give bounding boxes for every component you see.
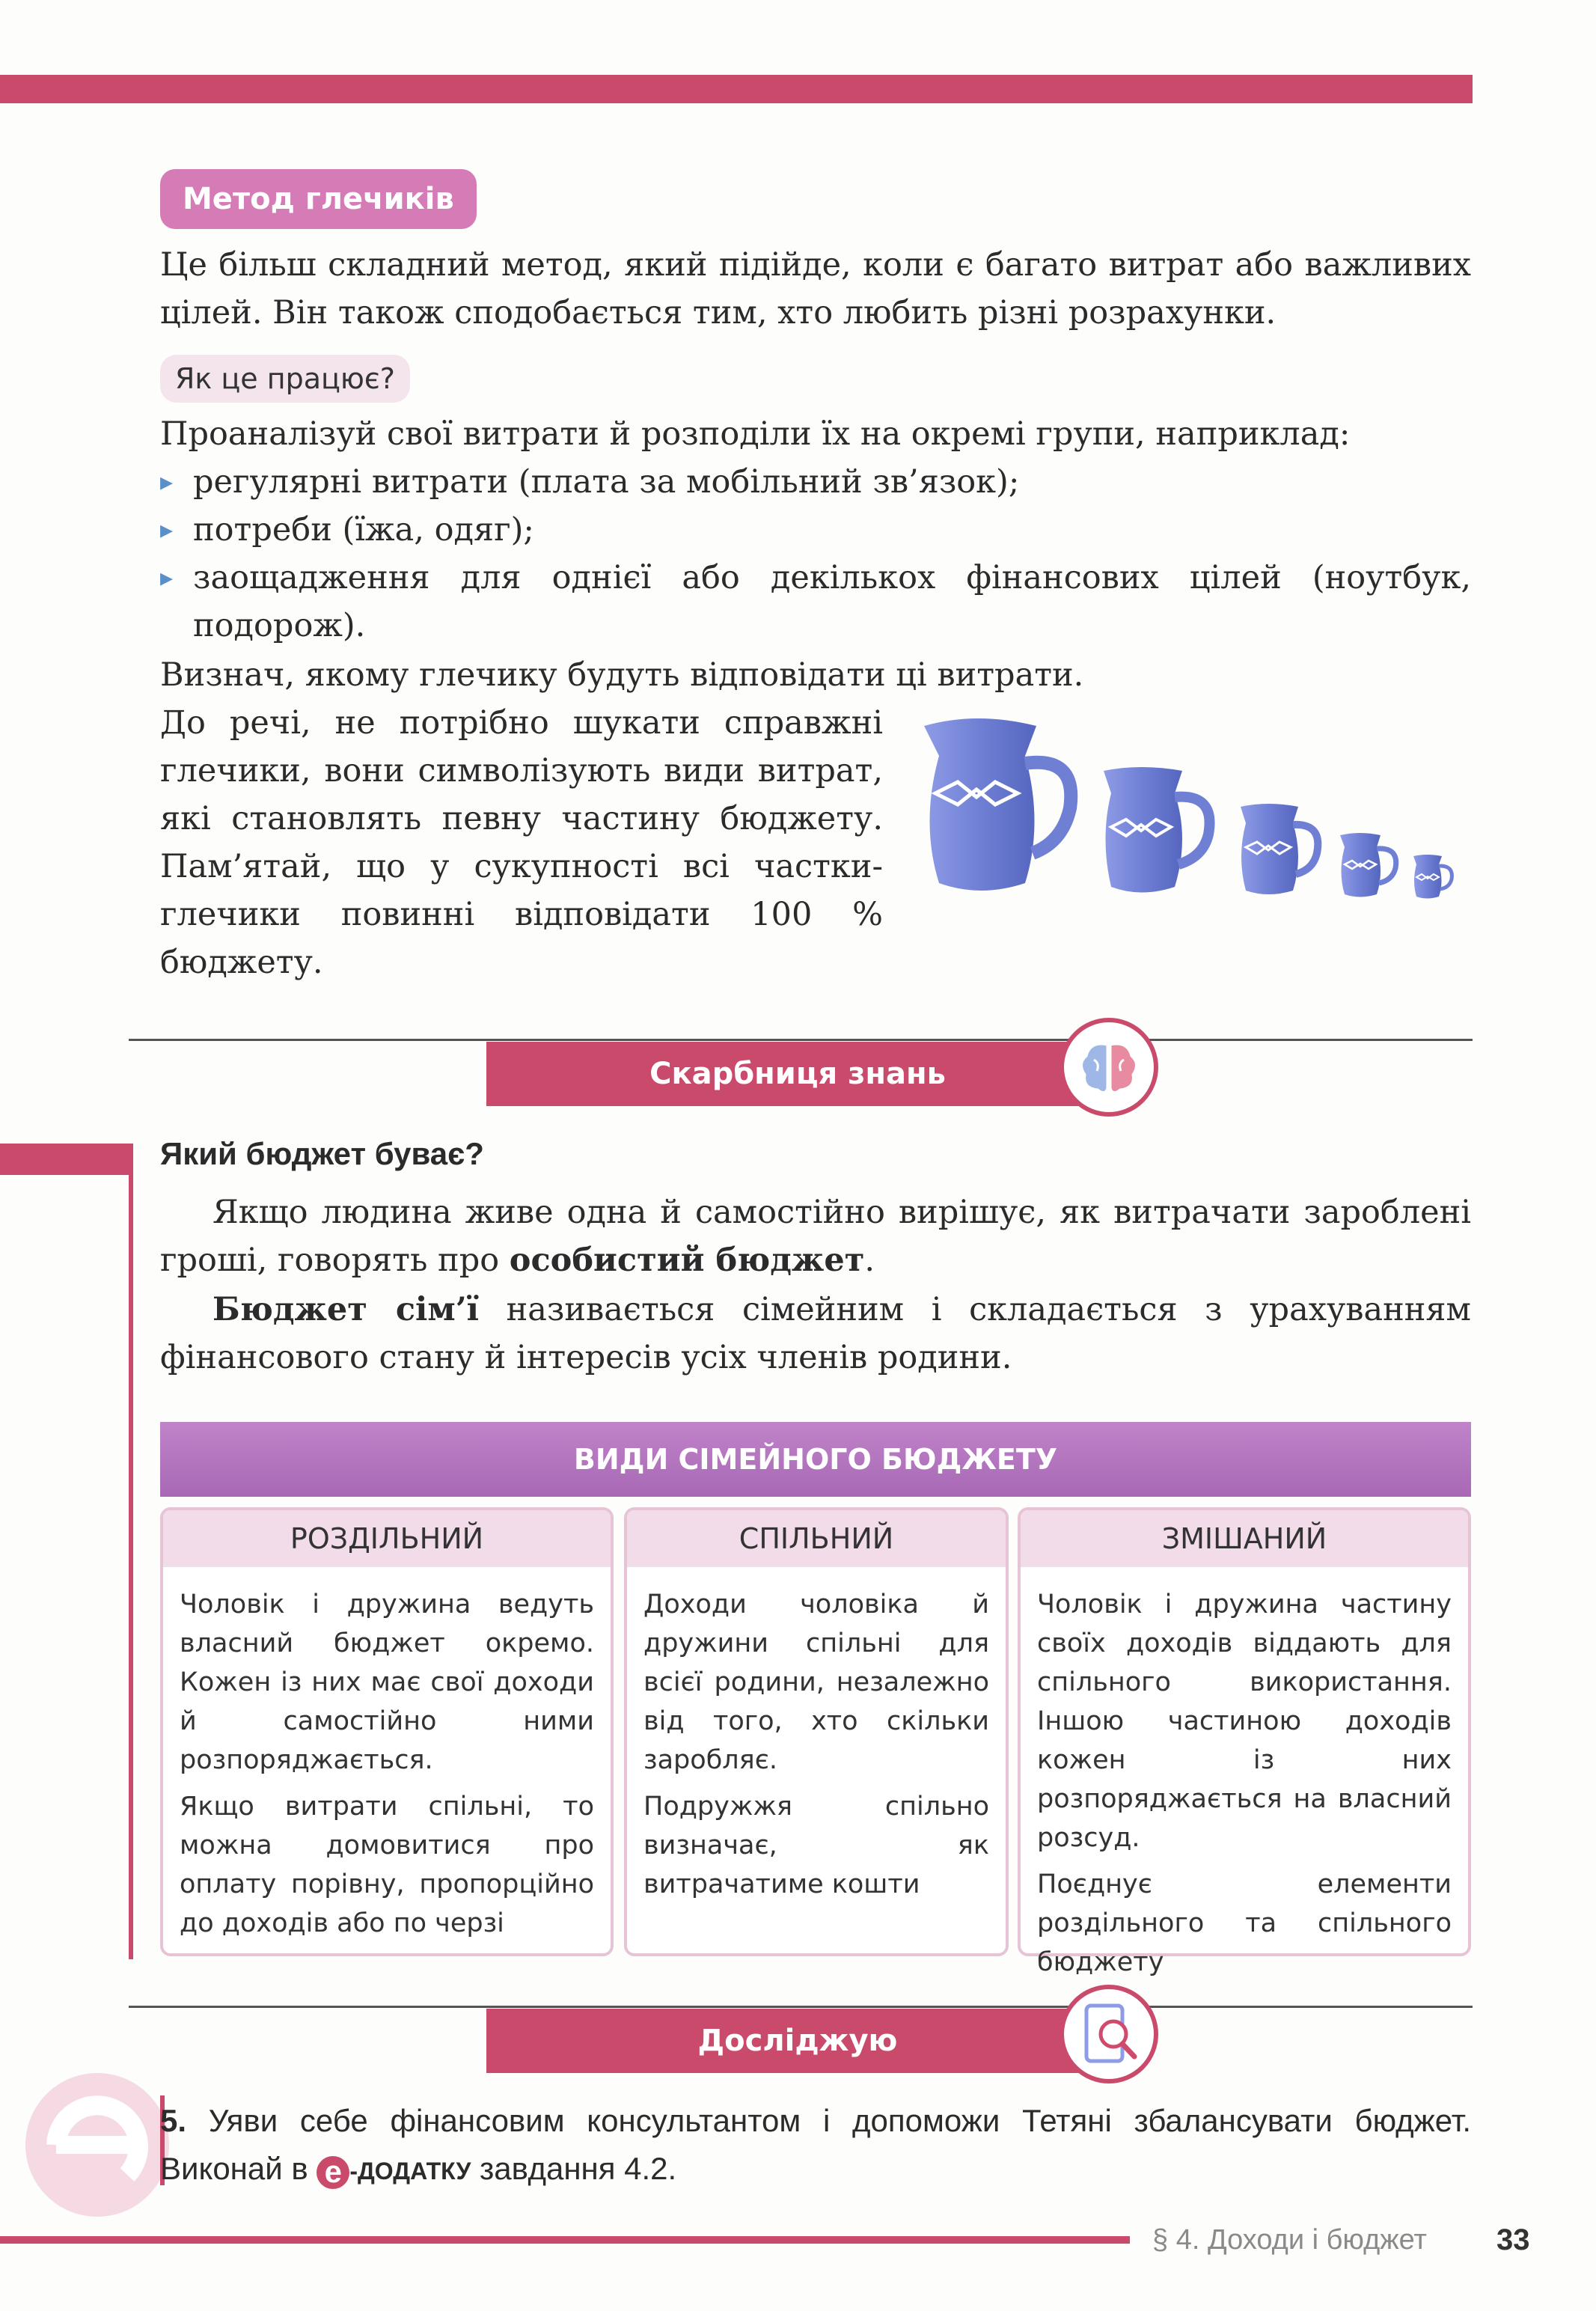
- column-header: СПІЛЬНИЙ: [627, 1510, 1006, 1567]
- column-body: Доходи чоловіка й дружини спільні для всієї родини, незалежно від того, хто скільки заробляє. Подружжя спільно визначає, як витрачатиме кошти: [643, 1590, 989, 1899]
- list-item: ▸ потреби (їжа, одяг);: [160, 511, 534, 549]
- intro-paragraph: Це більш складний метод, який підійде, коли є багато витрат або важливих цілей. Він також сподобається тим, хто любить різні розрахунки.: [160, 246, 1471, 332]
- table-column: [160, 1507, 614, 1956]
- section-divider: [129, 1039, 1473, 1041]
- table-column: [624, 1507, 1009, 1956]
- table-column: [1018, 1507, 1471, 1977]
- top-color-bar: [0, 75, 1473, 103]
- bold-term: Бюджет сім’ї: [213, 1291, 479, 1328]
- page-number: 33: [1496, 2223, 1530, 2256]
- jug-icon: [1413, 855, 1452, 899]
- task-paragraph: 5. Уяви себе фінансовим консультантом і допоможи Тетяні збалансувати бюджет. Виконай в е -ДОДАТКУ завдання 4.2.: [160, 2103, 1471, 2189]
- jug-icon: [1241, 804, 1318, 894]
- jugs-illustration: [913, 711, 1467, 921]
- jug-icon: [1340, 833, 1396, 897]
- jug-icon: [1104, 767, 1210, 893]
- dodatok-label: -ДОДАТКУ: [349, 2158, 471, 2185]
- footer-section: § 4. Доходи і бюджет: [1152, 2224, 1427, 2256]
- footer-line: [0, 2236, 1130, 2244]
- method-label: Метод глечиків: [160, 169, 477, 229]
- bullet-list: [160, 458, 1471, 650]
- personal-budget-paragraph: Якщо людина живе одна й самостійно вирішує, як витрачати зароблені гроші, говорять про особистий бюджет.: [160, 1194, 1471, 1279]
- column-body: Чоловік і дружина частину своїх доходів віддають для спільного використання. Іншою частиною доходів кожен із них розпоряджається на власний розсуд. Поєднує елементи роздільного та спільного бюджету: [1037, 1590, 1452, 1977]
- e-logo-icon: [22, 2070, 172, 2220]
- column-body: Чоловік і дружина ведуть власний бюджет окремо. Кожен із них має свої доходи й самостійно ними розпоряджається. Якщо витрати спільні, то можна домовитися про оплату порівну, пропорційно до доходів або по черзі: [180, 1590, 594, 1938]
- jugs-paragraph: До речі, не потрібно шукати справжні глечики, вони символізують види витрат, які становлять певну частину бюджету. Пам’ятай, що у сукупності всі частки-глечики повинні відповідати 100 % бюджету.: [160, 704, 883, 981]
- left-accent-line: [129, 1144, 133, 1959]
- tablet-search-icon: [1060, 1985, 1158, 2083]
- jug-icon: [924, 718, 1071, 891]
- analyze-paragraph: Проаналізуй свої витрати й розподіли їх на окремі групи, наприклад:: [160, 415, 1351, 453]
- table-title: ВИДИ СІМЕЙНОГО БЮДЖЕТУ: [160, 1422, 1471, 1497]
- left-accent-bar: [0, 1144, 133, 1175]
- brain-icon: [1060, 1018, 1158, 1117]
- bold-term: особистий бюджет: [509, 1242, 865, 1279]
- how-label: Як це працює?: [160, 355, 410, 403]
- e-badge-icon: е: [317, 2156, 349, 2189]
- question-heading: Який бюджет буває?: [160, 1136, 484, 1171]
- section-title-research: Досліджую: [486, 2009, 1109, 2073]
- column-header: РОЗДІЛЬНИЙ: [163, 1510, 611, 1567]
- family-budget-paragraph: Бюджет сім’ї називається сімейним і складається з урахуванням фінансового стану й інтересів усіх членів родини.: [160, 1291, 1471, 1376]
- section-title-knowledge: Скарбниця знань: [486, 1042, 1109, 1106]
- determine-paragraph: Визнач, якому глечику будуть відповідати ці витрати.: [160, 656, 1084, 694]
- column-header: ЗМІШАНИЙ: [1021, 1510, 1468, 1567]
- list-item: ▸ регулярні витрати (плата за мобільний зв’язок);: [160, 463, 1020, 501]
- list-item: ▸ заощадження для однієї або декількох фінансових цілей (ноутбук, подорож).: [160, 559, 1471, 644]
- section-divider: [129, 2006, 1473, 2008]
